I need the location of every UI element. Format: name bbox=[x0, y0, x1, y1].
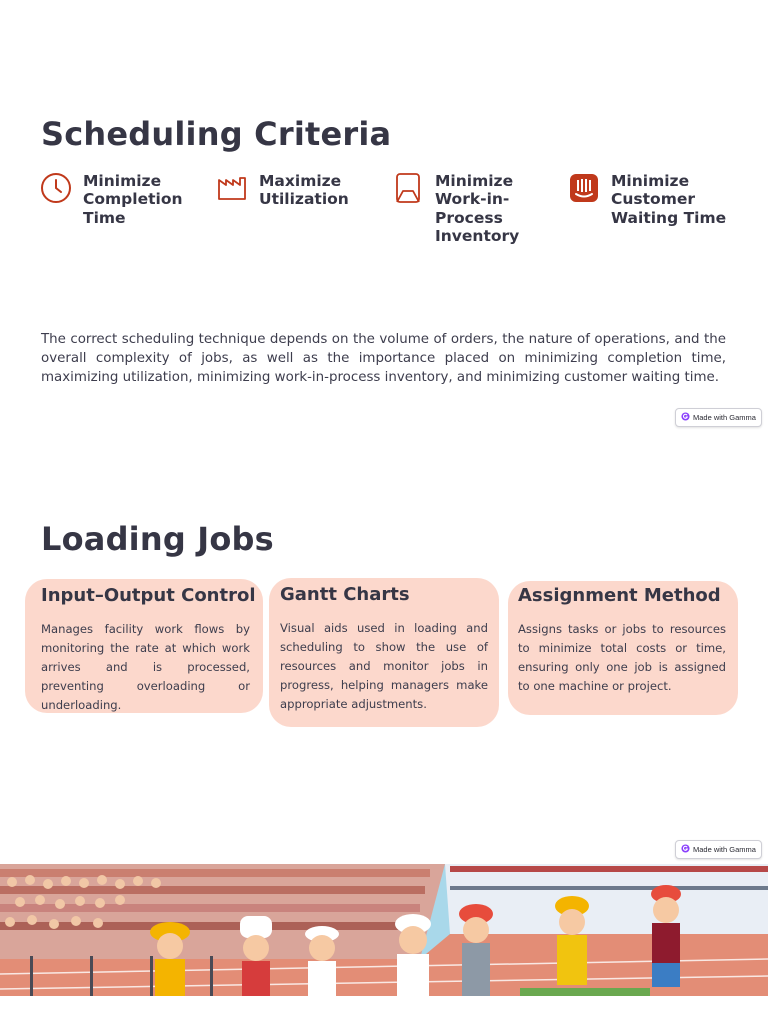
badge-label: Made with Gamma bbox=[693, 845, 756, 854]
slide-scheduling-criteria bbox=[0, 0, 768, 432]
badge-label: Made with Gamma bbox=[693, 413, 756, 422]
description-paragraph: The correct scheduling technique depends on the volume of orders, the nature of operations, and the overall complexity of jobs, as well as the importance placed on minimizing completion time, maximizing utilization, minimizing work-in-process inventory, and minimizing customer waiting time. bbox=[41, 332, 726, 385]
gamma-logo-icon bbox=[681, 412, 690, 421]
criteria-list bbox=[40, 172, 740, 252]
container-icon bbox=[392, 172, 424, 204]
criterion-label: Minimize Work-in-Process Inventory bbox=[435, 172, 520, 246]
criterion-label: Minimize Customer Waiting Time bbox=[611, 172, 727, 227]
card-assignment-method bbox=[508, 581, 738, 715]
queue-icon bbox=[568, 172, 600, 204]
race-illustration bbox=[0, 864, 768, 996]
card-text: Manages facility work flows by monitoring the rate at which work arrives and is processed, preventing overloading or underloading. bbox=[41, 622, 250, 712]
criterion-label: Minimize Completion Time bbox=[83, 172, 183, 227]
card-title: Assignment Method bbox=[518, 585, 721, 606]
stadium-race-image bbox=[0, 864, 768, 996]
criterion-label: Maximize Utilization bbox=[259, 172, 349, 209]
made-with-gamma-badge[interactable] bbox=[675, 840, 762, 859]
slide-loading-jobs bbox=[0, 432, 768, 864]
card-title: Gantt Charts bbox=[280, 584, 410, 605]
card-text: Visual aids used in loading and scheduling to show the use of resources and monitor jobs in progress, helping managers make appropriate adjustments. bbox=[280, 621, 488, 711]
card-input-output-control bbox=[25, 579, 263, 713]
slide-title: Loading Jobs bbox=[41, 520, 274, 558]
factory-icon bbox=[216, 172, 248, 204]
clock-icon bbox=[40, 172, 72, 204]
made-with-gamma-badge[interactable] bbox=[675, 408, 762, 427]
gamma-logo-icon bbox=[681, 844, 690, 853]
card-gantt-charts bbox=[269, 578, 499, 727]
slide-title: Scheduling Criteria bbox=[41, 115, 392, 153]
card-title: Input–Output Control bbox=[41, 585, 256, 606]
card-text: Assigns tasks or jobs to resources to minimize total costs or time, ensuring only one job is assigned to one machine or project. bbox=[518, 622, 726, 693]
